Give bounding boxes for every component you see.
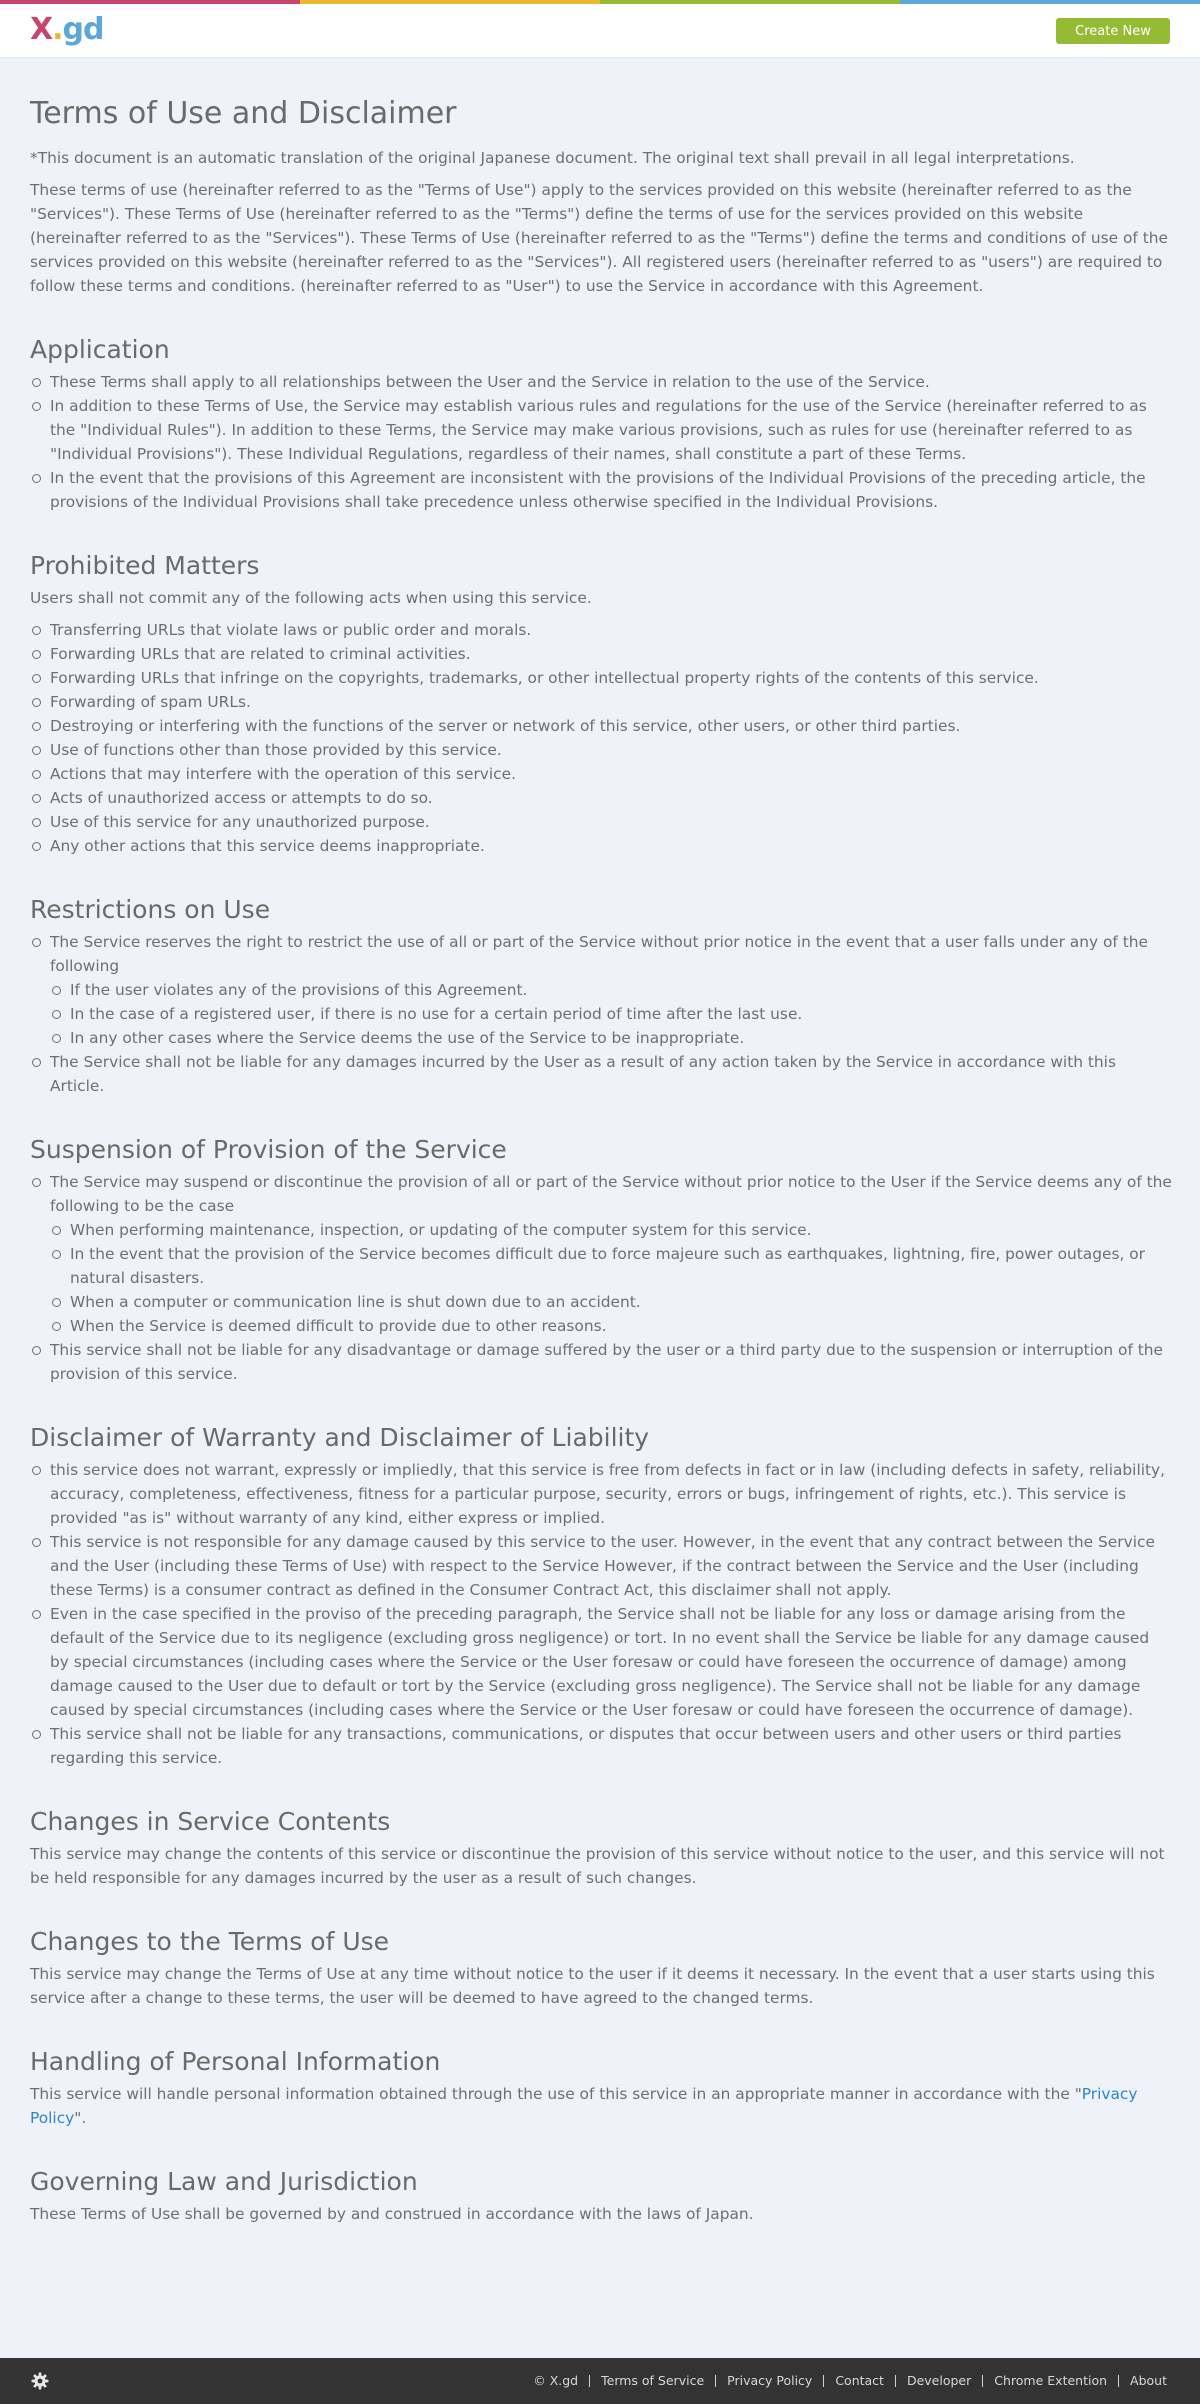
- list-item: Acts of unauthorized access or attempts to do so.: [30, 786, 1172, 810]
- sub-list-item: When the Service is deemed difficult to provide due to other reasons.: [50, 1314, 1172, 1338]
- list-item: [30, 930, 1172, 1050]
- section-heading-governing-law: Governing Law and Jurisdiction: [30, 2167, 418, 2196]
- list-item: Destroying or interfering with the functions of the server or network of this service, other users, or other third parties.: [30, 714, 1172, 738]
- list-item-text: The Service reserves the right to restrict the use of all or part of the Service without prior notice in the event that a user falls under any of the following: [50, 933, 1148, 975]
- list-item: Use of this service for any unauthorized purpose.: [30, 810, 1172, 834]
- list-item: This service is not responsible for any damage caused by this service to the user. However, in the event that any contract between the Service and the User (including these Terms of Use) with respect to the Service However, if the contract between the Service and the User (including these Terms) is a consumer contract as defined in the Consumer Contract Act, this disclaimer shall not apply.: [30, 1530, 1172, 1602]
- footer-divider: [589, 2375, 590, 2387]
- footer-divider: [1118, 2375, 1119, 2387]
- footer-link-chrome-extension[interactable]: Chrome Extention: [994, 2373, 1108, 2388]
- suspension-sublist: [50, 1218, 1172, 1338]
- prohibited-intro: Users shall not commit any of the following acts when using this service.: [30, 589, 592, 607]
- list-item: Even in the case specified in the proviso of the preceding paragraph, the Service shall not be liable for any loss or damage arising from the default of the Service due to its negligence (excluding gross negligence) or tort. In no event shall the Service be liable for any damage caused by special circumstances (including cases where the Service or the User foresaw or could have foreseen the occurrence of damage) among damage caused to the User due to default or tort by the Service (excluding gross negligence). The Service shall not be liable for any damage caused by special circumstances (including cases where the Service or the User foresaw or could have foreseen the occurrence of damage).: [30, 1602, 1172, 1722]
- site-footer: [0, 2358, 1200, 2404]
- list-item: Forwarding of spam URLs.: [30, 690, 1172, 714]
- footer-divider: [982, 2375, 983, 2387]
- footer-link-privacy[interactable]: Privacy Policy: [727, 2373, 813, 2388]
- personal-info-text: [30, 2082, 1172, 2130]
- prohibited-list: [30, 618, 1172, 858]
- footer-divider: [895, 2375, 896, 2387]
- list-item: this service does not warrant, expressly or impliedly, that this service is free from defects in fact or in law (including defects in safety, reliability, accuracy, completeness, effectiveness, fitness for a particular purpose, security, errors or bugs, infringement of rights, etc.). This service is provided "as is" without warranty of any kind, either express or implied.: [30, 1458, 1172, 1530]
- suspension-list: [30, 1170, 1172, 1386]
- sub-list-item: In any other cases where the Service deems the use of the Service to be inappropriate.: [50, 1026, 1172, 1050]
- footer-link-terms[interactable]: Terms of Service: [601, 2373, 705, 2388]
- list-item: These Terms shall apply to all relationships between the User and the Service in relation to the use of the Service.: [30, 370, 1172, 394]
- intro-paragraph: These terms of use (hereinafter referred to as the "Terms of Use") apply to the services provided on this website (hereinafter referred to as the "Services"). These Terms of Use (hereinafter referred to as the "Terms") define the terms of use for the services provided on this website (hereinafter referred to as the "Services"). These Terms of Use (hereinafter referred to as the "Terms") define the terms and conditions of use of the services provided on this website (hereinafter referred to as the "Services"). All registered users (hereinafter referred to as "users") are required to follow these terms and conditions. (hereinafter referred to as "User") to use the Service in accordance with this Agreement.: [30, 181, 1168, 295]
- section-heading-personal-info: Handling of Personal Information: [30, 2047, 441, 2076]
- site-header: [0, 4, 1200, 58]
- sub-list-item: In the event that the provision of the Service becomes difficult due to force majeure such as earthquakes, lightning, fire, power outages, or natural disasters.: [50, 1242, 1172, 1290]
- logo-x: X: [30, 12, 53, 47]
- footer-links: [533, 2371, 1167, 2391]
- create-new-button[interactable]: Create New: [1056, 18, 1170, 44]
- disclaimer-list: [30, 1458, 1172, 1770]
- personal-info-text-before: This service will handle personal information obtained through the use of this service in an appropriate manner in accordance with the ": [30, 2085, 1082, 2103]
- governing-law-text: These Terms of Use shall be governed by and construed in accordance with the laws of Japan.: [30, 2205, 754, 2223]
- footer-divider: [715, 2375, 716, 2387]
- logo-gd: gd: [62, 12, 104, 47]
- list-item: In the event that the provisions of this Agreement are inconsistent with the provisions of the Individual Provisions of the preceding article, the provisions of the Individual Provisions shall take precedence unless otherwise specified in the Individual Provisions.: [30, 466, 1172, 514]
- site-logo[interactable]: [30, 12, 104, 47]
- list-item: Transferring URLs that violate laws or public order and morals.: [30, 618, 1172, 642]
- section-heading-application: Application: [30, 335, 170, 364]
- footer-link-developer[interactable]: Developer: [906, 2373, 972, 2388]
- list-item: Actions that may interfere with the operation of this service.: [30, 762, 1172, 786]
- terms-content: [30, 58, 1172, 2234]
- application-list: [30, 370, 1172, 514]
- sub-list-item: When a computer or communication line is shut down due to an accident.: [50, 1290, 1172, 1314]
- list-item: This service shall not be liable for any disadvantage or damage suffered by the user or a third party due to the suspension or interruption of the provision of this service.: [30, 1338, 1172, 1386]
- list-item: This service shall not be liable for any transactions, communications, or disputes that occur between users and other users or third parties regarding this service.: [30, 1722, 1172, 1770]
- list-item: Any other actions that this service deems inappropriate.: [30, 834, 1172, 858]
- page-title: Terms of Use and Disclaimer: [30, 96, 457, 131]
- section-heading-suspension: Suspension of Provision of the Service: [30, 1135, 507, 1164]
- footer-link-contact[interactable]: Contact: [835, 2373, 884, 2388]
- section-heading-disclaimer: Disclaimer of Warranty and Disclaimer of Liability: [30, 1423, 650, 1452]
- sub-list-item: In the case of a registered user, if there is no use for a certain period of time after the last use.: [50, 1002, 1172, 1026]
- list-item: The Service shall not be liable for any damages incurred by the User as a result of any action taken by the Service in accordance with this Article.: [30, 1050, 1172, 1098]
- list-item: Forwarding URLs that infringe on the copyrights, trademarks, or other intellectual property rights of the contents of this service.: [30, 666, 1172, 690]
- list-item-text: The Service may suspend or discontinue the provision of all or part of the Service without prior notice to the User if the Service deems any of the following to be the case: [50, 1173, 1172, 1215]
- footer-copyright: © X.gd: [533, 2373, 579, 2388]
- privacy-policy-link[interactable]: Privacy Policy: [30, 2085, 1138, 2127]
- personal-info-text-after: ".: [74, 2109, 87, 2127]
- section-heading-changes-service: Changes in Service Contents: [30, 1807, 391, 1836]
- list-item: Use of functions other than those provided by this service.: [30, 738, 1172, 762]
- footer-divider: [823, 2375, 824, 2387]
- list-item: Forwarding URLs that are related to criminal activities.: [30, 642, 1172, 666]
- translation-note: *This document is an automatic translation of the original Japanese document. The original text shall prevail in all legal interpretations.: [30, 149, 1075, 167]
- changes-terms-text: This service may change the Terms of Use at any time without notice to the user if it deems it necessary. In the event that a user starts using this service after a change to these terms, the user will be deemed to have agreed to the changed terms.: [30, 1965, 1155, 2007]
- sub-list-item: If the user violates any of the provisions of this Agreement.: [50, 978, 1172, 1002]
- restrictions-list: [30, 930, 1172, 1098]
- logo-dot: .: [52, 12, 63, 47]
- restrictions-sublist: [50, 978, 1172, 1050]
- gear-icon[interactable]: [30, 2371, 50, 2391]
- footer-link-about[interactable]: About: [1130, 2373, 1167, 2388]
- list-item: In addition to these Terms of Use, the Service may establish various rules and regulations for the use of the Service (hereinafter referred to as the "Individual Rules"). In addition to these Terms, the Service may make various provisions, such as rules for use (hereinafter referred to as "Individual Provisions"). These Individual Regulations, regardless of their names, shall constitute a part of these Terms.: [30, 394, 1172, 466]
- list-item: [30, 1170, 1172, 1338]
- changes-service-text: This service may change the contents of this service or discontinue the provision of this service without notice to the user, and this service will not be held responsible for any damages incurred by the user as a result of such changes.: [30, 1845, 1165, 1887]
- sub-list-item: When performing maintenance, inspection, or updating of the computer system for this service.: [50, 1218, 1172, 1242]
- section-heading-restrictions: Restrictions on Use: [30, 895, 271, 924]
- section-heading-prohibited: Prohibited Matters: [30, 551, 260, 580]
- section-heading-changes-terms: Changes to the Terms of Use: [30, 1927, 390, 1956]
